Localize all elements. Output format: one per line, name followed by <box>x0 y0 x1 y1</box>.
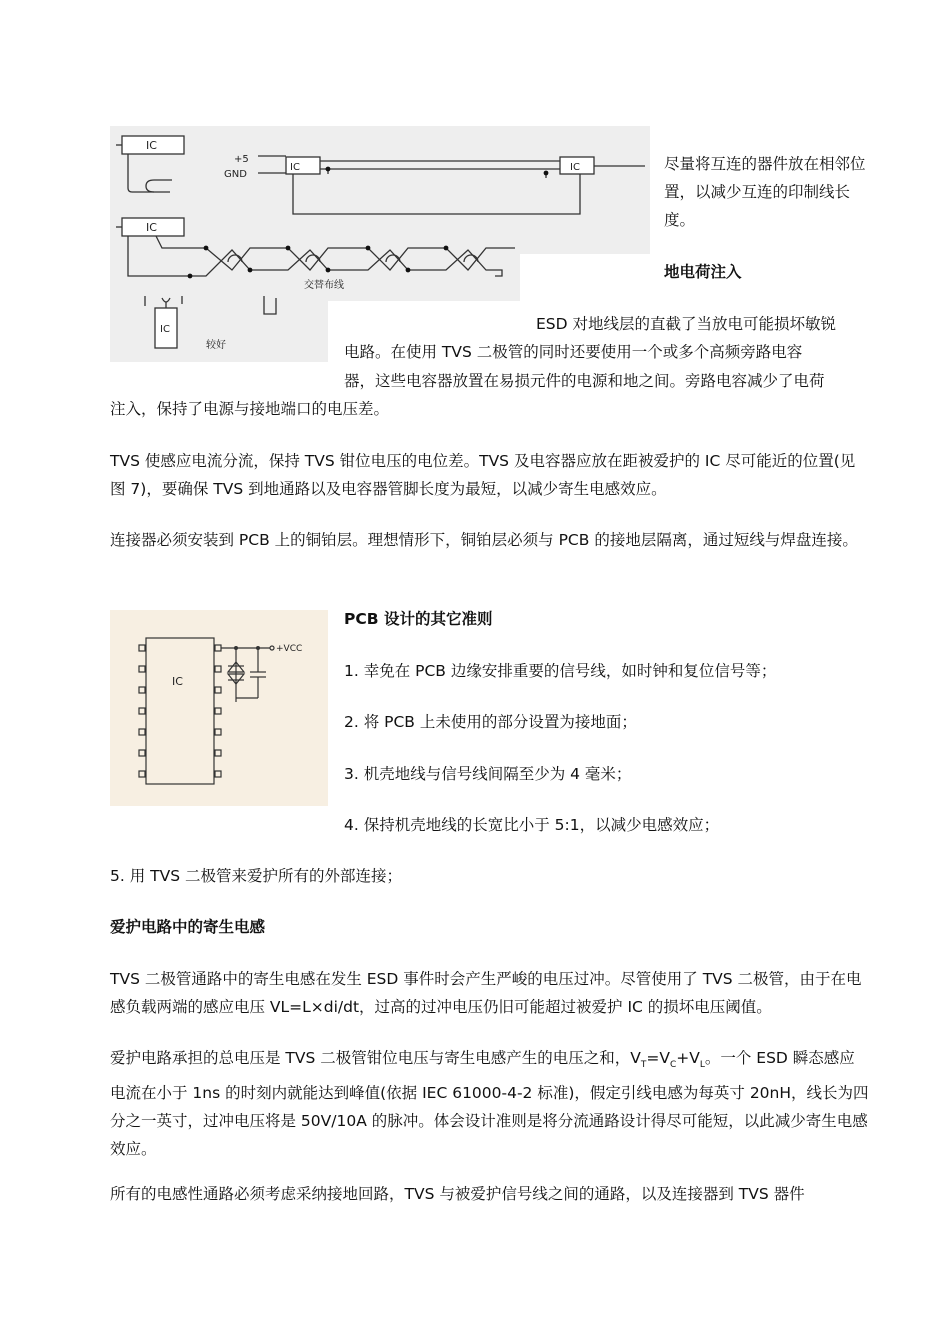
gnd-label: GND <box>224 169 247 180</box>
rule-2: 2. 将 PCB 上未使用的部分设置为接地面； <box>344 713 637 731</box>
ic-label-2: IC <box>290 162 300 173</box>
crossover-label: 交替布线 <box>304 280 344 291</box>
para-total-voltage <box>110 1044 870 1163</box>
better-label: 较好 <box>206 340 226 351</box>
side-text: 尽量将互连的器件放在相邻位置，以减少互连的印制线长度。 <box>664 155 866 229</box>
ic-label: IC <box>172 675 183 688</box>
subscript-t: T <box>640 1060 647 1071</box>
eq-part-2: +V <box>676 1049 700 1067</box>
heading-parasitic: 爱护电路中的寄生电感 <box>110 918 266 936</box>
rule-1: 1. 幸免在 PCB 边缘安排重要的信号线，如时钟和复位信号等； <box>344 662 777 680</box>
total-voltage-text-post: 。一个 ESD 瞬态感应电流在小于 1ns 的时刻内就能达到峰值(依据 IEC 61000-4-2 标准)，假定引线电感为每英寸 20nH，线长为四分之一英寸，过冲电压将是 50V/10A 的脉冲。体会设计准则是将分流通路设计得尽可能短，以此减少寄生电感效应。 <box>110 1049 869 1159</box>
ic-label-5: IC <box>160 324 170 335</box>
rule-3: 3. 机壳地线与信号线间隔至少为 4 毫米； <box>344 765 632 783</box>
para-inductive: 所有的电感性通路必须考虑采纳接地回路，TVS 与被爱护信号线之间的通路，以及连接器到 TVS 器件 <box>110 1185 805 1203</box>
esd-line-3: 器，这些电容器放置在易损元件的电源和地之间。旁路电容减少了电荷 <box>344 372 825 390</box>
para-connector: 连接器必须安装到 PCB 上的铜铂层。理想情形下，铜铂层必须与 PCB 的接地层隔离，通过短线与焊盘连接。 <box>110 531 858 549</box>
para-tvs: TVS 使感应电流分流，保持 TVS 钳位电压的电位差。TVS 及电容器应放在距被爱护的 IC 尽可能近的位置(见图 7)，要确保 TVS 到地通路以及电容器管脚长度为最短，以减少寄生电感效应。 <box>110 452 856 498</box>
esd-line-2: 电路。在使用 TVS 二极管的同时还要使用一个或多个高频旁路电容 <box>344 343 803 361</box>
para-parasitic: TVS 二极管通路中的寄生电感在发生 ESD 事件时会产生严峻的电压过冲。尽管使用了 TVS 二极管，由于在电感负载两端的感应电压 VL=L×di/dt，过高的过冲电压仍旧可能超过被爱护 IC 的损坏电压阈值。 <box>110 970 862 1016</box>
vcc-label: +VCC <box>276 644 303 654</box>
esd-line-4: 注入，保持了电源与接地端口的电压差。 <box>110 400 390 418</box>
esd-line-1: ESD 对地线层的直截了当放电可能损坏敏锐 <box>536 315 836 333</box>
heading-ground-charge: 地电荷注入 <box>664 263 742 281</box>
ic-label-3: IC <box>570 162 580 173</box>
rule-4: 4. 保持机壳地线的长宽比小于 5:1，以减少电感效应； <box>344 816 720 834</box>
eq-part-1: =V <box>646 1049 670 1067</box>
tvs-circuit-diagram <box>110 610 328 806</box>
plus5-label: +5 <box>234 154 249 165</box>
ic-label-4: IC <box>146 221 157 234</box>
ic-label-1: IC <box>146 139 157 152</box>
subscript-l: L <box>699 1060 705 1071</box>
rule-5: 5. 用 TVS 二极管来爱护所有的外部连接； <box>110 867 402 885</box>
total-voltage-text-pre: 爱护电路承担的总电压是 TVS 二极管钳位电压与寄生电感产生的电压之和，V <box>110 1049 641 1067</box>
subscript-c: C <box>669 1060 677 1071</box>
heading-pcb-rules: PCB 设计的其它准则 <box>344 610 493 628</box>
